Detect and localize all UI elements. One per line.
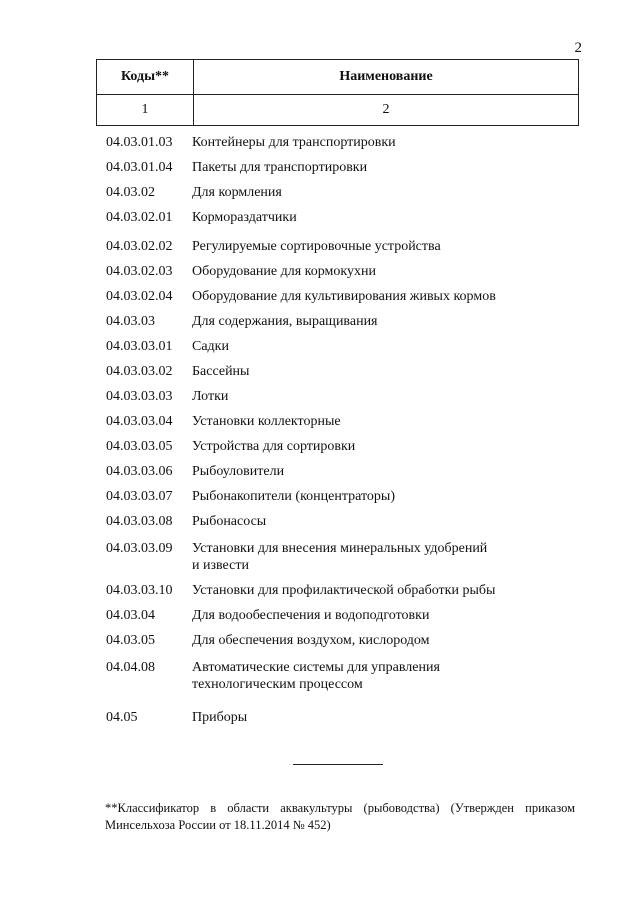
column-number-name: 2 — [194, 95, 579, 126]
row-code: 04.03.03.07 — [106, 489, 173, 504]
row-code: 04.03.03.05 — [106, 439, 173, 454]
row-code: 04.03.03.03 — [106, 389, 173, 404]
row-name: Приборы — [192, 710, 248, 725]
table-row — [96, 263, 579, 280]
row-code: 04.03.03.02 — [106, 364, 173, 379]
row-code: 04.03.04 — [106, 608, 155, 623]
table-row — [96, 513, 579, 530]
row-code: 04.03.03.04 — [106, 414, 173, 429]
row-name: Оборудование для кормокухни — [192, 264, 377, 279]
table-body — [96, 124, 579, 726]
header-code: Коды** — [97, 60, 194, 95]
row-code: 04.03.03.09 — [106, 541, 173, 556]
row-name: Рыбонасосы — [192, 514, 267, 529]
row-name: Рыбоуловители — [192, 464, 285, 479]
row-code: 04.03.01.04 — [106, 160, 173, 175]
row-code: 04.03.03.08 — [106, 514, 173, 529]
table-row — [96, 632, 579, 649]
row-name: Кормораздатчики — [192, 210, 297, 225]
header-name: Наименование — [194, 60, 579, 95]
row-name: Для водообеспечения и водоподготовки — [192, 608, 430, 623]
row-name: Оборудование для культивирования живых кормов — [192, 289, 496, 304]
table-header — [96, 59, 579, 126]
table-row — [96, 209, 579, 226]
row-name: Для обеспечения воздухом, кислородом — [192, 633, 430, 648]
table-row — [96, 184, 579, 201]
row-name: Пакеты для транспортировки — [192, 160, 368, 175]
table-row — [96, 338, 579, 355]
table-row — [96, 709, 579, 726]
footnote: **Классификатор в области аквакультуры (рыбоводства) (Утвержден приказом Минсельхоза России от 18.11.2014 № 452) — [105, 801, 575, 832]
table-row — [96, 438, 579, 455]
table-row — [96, 238, 579, 255]
row-code: 04.03.03.06 — [106, 464, 173, 479]
row-name: Садки — [192, 339, 229, 354]
row-name: Установки для внесения минеральных удобрений и извести — [192, 541, 488, 573]
row-name: Регулируемые сортировочные устройства — [192, 239, 441, 254]
row-code: 04.03.02.02 — [106, 239, 173, 254]
table-row — [96, 288, 579, 305]
row-code: 04.03.03.01 — [106, 339, 173, 354]
row-name: Для кормления — [192, 185, 282, 200]
row-name: Установки коллекторные — [192, 414, 341, 429]
row-name: Установки для профилактической обработки рыбы — [192, 583, 496, 598]
row-name: Контейнеры для транспортировки — [192, 135, 396, 150]
row-name: Автоматические системы для управления технологическим процессом — [192, 660, 440, 692]
page-number: 2 — [574, 40, 582, 56]
table-row — [96, 313, 579, 330]
row-name: Бассейны — [192, 364, 250, 379]
row-code: 04.03.03.10 — [106, 583, 173, 598]
table-row — [96, 388, 579, 405]
table-row — [96, 159, 579, 176]
row-name: Рыбонакопители (концентраторы) — [192, 489, 395, 504]
table-row — [96, 463, 579, 480]
table-row — [96, 659, 579, 693]
row-name: Для содержания, выращивания — [192, 314, 378, 329]
row-code: 04.03.02.01 — [106, 210, 173, 225]
row-code: 04.03.02 — [106, 185, 155, 200]
table-row — [96, 488, 579, 505]
table-row — [96, 363, 579, 380]
row-code: 04.04.08 — [106, 660, 155, 675]
row-code: 04.03.01.03 — [106, 135, 173, 150]
row-name: Устройства для сортировки — [192, 439, 356, 454]
row-code: 04.03.02.03 — [106, 264, 173, 279]
row-code: 04.03.02.04 — [106, 289, 173, 304]
row-code: 04.05 — [106, 710, 138, 725]
table-row — [96, 540, 579, 574]
column-number-code: 1 — [97, 95, 194, 126]
row-name: Лотки — [192, 389, 229, 404]
row-code: 04.03.03 — [106, 314, 155, 329]
row-code: 04.03.05 — [106, 633, 155, 648]
table-row — [96, 582, 579, 599]
footnote-divider — [293, 764, 383, 765]
table-row — [96, 134, 579, 151]
table-row — [96, 607, 579, 624]
table-row — [96, 413, 579, 430]
